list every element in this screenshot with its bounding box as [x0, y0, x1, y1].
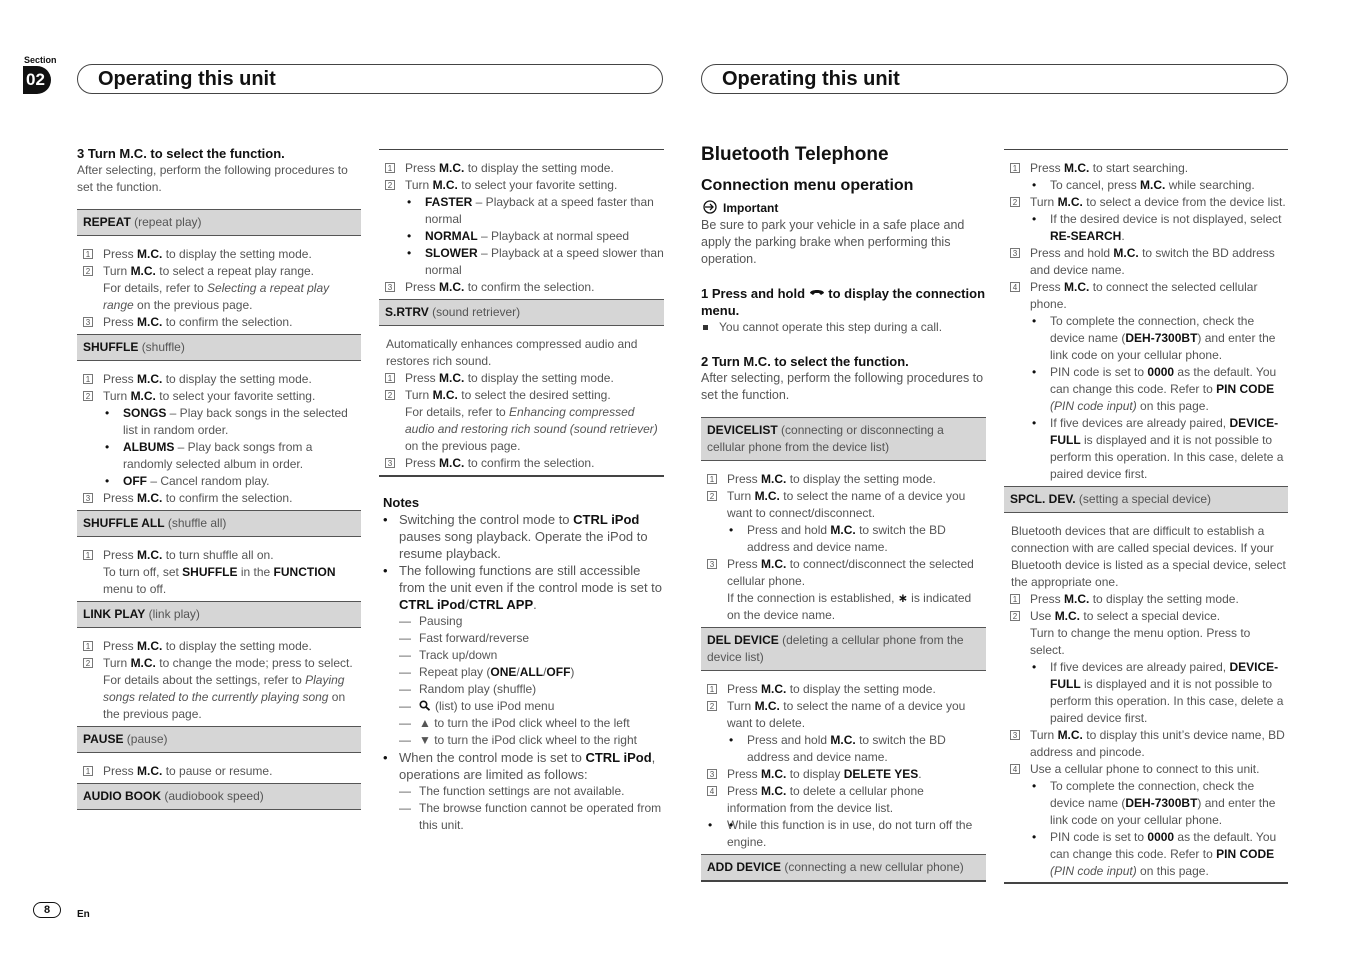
audio-book-heading: AUDIO BOOK (audiobook speed)	[77, 783, 361, 810]
list-item: — The browse function cannot be operated from this unit.	[379, 800, 664, 834]
list-item: 1 Press M.C. to display the setting mode.	[77, 371, 361, 388]
step-2-title: 2 Turn M.C. to select the function.	[701, 354, 909, 369]
list-item: 3 Turn M.C. to display this unit’s device name, BD address and pincode.	[1004, 727, 1288, 761]
list-item: • PIN code is set to 0000 as the default. You can change this code. Refer to PIN CODE (PIN code input) on this page.	[1004, 829, 1288, 884]
list-item: 3 Press M.C. to confirm the selection.	[379, 455, 664, 477]
shuffle-heading: SHUFFLE (shuffle)	[77, 334, 361, 361]
list-item: 2 Turn M.C. to select the desired setting. For details, refer to Enhancing compressed audio and restoring rich sound (sound retriever) on the previous page.	[379, 387, 664, 455]
list-item: • SLOWER – Playback at a speed slower than normal	[379, 245, 664, 279]
list-item: • To cancel, press M.C. while searching.	[1004, 177, 1288, 194]
spcl-intro: Bluetooth devices that are difficult to establish a connection with are called special devices. If your Bluetooth device is listed as a special device, select the appropriate one.	[1011, 524, 1286, 589]
list-item: 4 Press M.C. to connect the selected cellular phone.	[1004, 279, 1288, 313]
list-item: 2 Turn M.C. to select your favorite setting.	[77, 388, 361, 405]
list-item: 1 Press M.C. to turn shuffle all on. To turn off, set SHUFFLE in the FUNCTION menu to off.	[77, 547, 361, 598]
list-item: 1 Press M.C. to display the setting mode.	[379, 370, 664, 387]
list-item: 2 Turn M.C. to select your favorite setting.	[379, 177, 664, 194]
list-item: — Repeat play (ONE/ALL/OFF)	[379, 664, 664, 681]
list-item: — Fast forward/reverse	[379, 630, 664, 647]
list-item: 4 Press M.C. to delete a cellular phone information from the device list.	[701, 783, 986, 817]
list-item: 2 Turn M.C. to change the mode; press to select. For details about the settings, refer to Playing songs related to the currently playing song on the previous page.	[77, 655, 361, 723]
step-1-note: You cannot operate this step during a call.	[701, 319, 986, 336]
list-item: 3 Press M.C. to confirm the selection.	[379, 279, 664, 296]
add-device-heading: ADD DEVICE (connecting a new cellular phone)	[701, 854, 986, 882]
list-item: — Pausing	[379, 613, 664, 630]
list-item: • If five devices are already paired, DEVICE-FULL is displayed and it is not possible to perform this operation. In this case, delete a paired device first.	[1004, 659, 1288, 727]
list-item: — The function settings are not available.	[379, 783, 664, 800]
page-title: Bluetooth Telephone	[701, 144, 889, 165]
list-item: 2 Turn M.C. to select the name of a device you want to connect/disconnect.	[701, 488, 986, 522]
list-item: • Press and hold M.C. to switch the BD address and device name.	[701, 732, 986, 766]
list-item: • FASTER – Playback at a speed faster than normal	[379, 194, 664, 228]
section-number-badge: 02	[23, 66, 51, 94]
list-item: • ALBUMS – Play back songs from a randomly selected album in order.	[77, 439, 361, 473]
column-1	[77, 145, 361, 820]
page-header-right: Operating this unit	[701, 64, 1288, 94]
del-device-heading: DEL DEVICE (deleting a cellular phone from the device list)	[701, 627, 986, 671]
list-item: 3 Press M.C. to connect/disconnect the selected cellular phone. If the connection is established, ∗ is indicated on the device name.	[701, 556, 986, 624]
important-icon	[701, 200, 721, 214]
list-item: • • While this function is in use, do not turn off the engine.	[701, 817, 986, 851]
important-label: Important	[701, 200, 986, 217]
list-item: 1 Press M.C. to display the setting mode.	[701, 471, 986, 488]
list-item: 1 Press M.C. to display the setting mode.	[77, 246, 361, 263]
intro-text: After selecting, perform the following procedures to set the function.	[77, 163, 348, 194]
repeat-heading: REPEAT (repeat play)	[77, 209, 361, 236]
list-item: 1 Press M.C. to display the setting mode.	[1004, 591, 1288, 608]
list-item: 1 Press M.C. to display the setting mode.	[379, 160, 664, 177]
srtrv-heading: S.RTRV (sound retriever)	[379, 299, 664, 326]
list-item: 2 Turn M.C. to select the name of a device you want to delete.	[701, 698, 986, 732]
note-item: • Switching the control mode to CTRL iPod pauses song playback. Operate the iPod to resume playback.	[379, 511, 664, 562]
page-header-left: Operating this unit	[77, 64, 663, 94]
phone-icon	[809, 288, 825, 298]
list-item: — Random play (shuffle)	[379, 681, 664, 698]
spcl-dev-heading: SPCL. DEV. (setting a special device)	[1004, 486, 1288, 513]
list-item: • If five devices are already paired, DEVICE-FULL is displayed and it is not possible to perform this operation. In this case, delete a paired device first.	[1004, 415, 1288, 483]
column-4	[1004, 149, 1288, 884]
note-item: • When the control mode is set to CTRL iPod, operations are limited as follows:	[379, 749, 664, 783]
list-item: — (list) to use iPod menu	[379, 698, 664, 715]
link-play-heading: LINK PLAY (link play)	[77, 601, 361, 628]
section-title: Connection menu operation	[701, 177, 914, 194]
list-item: 4 Use a cellular phone to connect to this unit.	[1004, 761, 1288, 778]
column-3	[701, 143, 986, 882]
list-item: 3 Press M.C. to confirm the selection.	[77, 314, 361, 331]
pause-heading: PAUSE (pause)	[77, 726, 361, 753]
list-item: • PIN code is set to 0000 as the default. You can change this code. Refer to PIN CODE (PIN code input) on this page.	[1004, 364, 1288, 415]
list-item: • OFF – Cancel random play.	[77, 473, 361, 490]
step-2-text: After selecting, perform the following procedures to set the function.	[701, 371, 984, 402]
list-item: — Track up/down	[379, 647, 664, 664]
list-item: 1 Press M.C. to display the setting mode.	[701, 681, 986, 698]
column-2	[379, 149, 664, 834]
srtrv-intro: Automatically enhances compressed audio and restores rich sound.	[386, 337, 638, 368]
step-1-title: 1 Press and hold to display the connection menu.	[701, 286, 986, 318]
search-icon	[419, 700, 431, 711]
list-item: 1 Press M.C. to display the setting mode.	[77, 638, 361, 655]
list-item: 2 Use M.C. to select a special device. Turn to change the menu option. Press to select.	[1004, 608, 1288, 659]
list-item: 2 Turn M.C. to select a repeat play range. For details, refer to Selecting a repeat play range on the previous page.	[77, 263, 361, 314]
list-item: • If the desired device is not displayed, select RE-SEARCH.	[1004, 211, 1288, 245]
step-title: 3 Turn M.C. to select the function.	[77, 146, 285, 161]
language-label: En	[77, 909, 90, 920]
list-item: • SONGS – Play back songs in the selected list in random order.	[77, 405, 361, 439]
shuffle-all-heading: SHUFFLE ALL (shuffle all)	[77, 510, 361, 537]
notes-title: Notes	[383, 495, 420, 510]
list-item: 1 Press M.C. to start searching.	[1004, 160, 1288, 177]
devicelist-heading: DEVICELIST (connecting or disconnecting a cellular phone from the device list)	[701, 417, 986, 461]
list-item: • To complete the connection, check the device name (DEH-7300BT) and enter the link code on your cellular phone.	[1004, 778, 1288, 829]
list-item: • Press and hold M.C. to switch the BD address and device name.	[701, 522, 986, 556]
list-item: 3 Press and hold M.C. to switch the BD address and device name.	[1004, 245, 1288, 279]
note-item: • The following functions are still accessible from the unit even if the control mode is set to CTRL iPod/CTRL APP.	[379, 562, 664, 613]
page-number: 8	[33, 902, 61, 918]
list-item: 1 Press M.C. to pause or resume.	[77, 763, 361, 780]
important-text: Be sure to park your vehicle in a safe place and apply the parking brake when performing this operation.	[701, 218, 965, 266]
list-item: • NORMAL – Playback at normal speed	[379, 228, 664, 245]
list-item: 2 Turn M.C. to select a device from the device list.	[1004, 194, 1288, 211]
list-item: 3 Press M.C. to display DELETE YES.	[701, 766, 986, 783]
list-item: — ▲ to turn the iPod click wheel to the left	[379, 715, 664, 732]
list-item: — ▼ to turn the iPod click wheel to the right	[379, 732, 664, 749]
section-label: Section	[24, 55, 57, 65]
list-item: 3 Press M.C. to confirm the selection.	[77, 490, 361, 507]
list-item: • To complete the connection, check the device name (DEH-7300BT) and enter the link code on your cellular phone.	[1004, 313, 1288, 364]
